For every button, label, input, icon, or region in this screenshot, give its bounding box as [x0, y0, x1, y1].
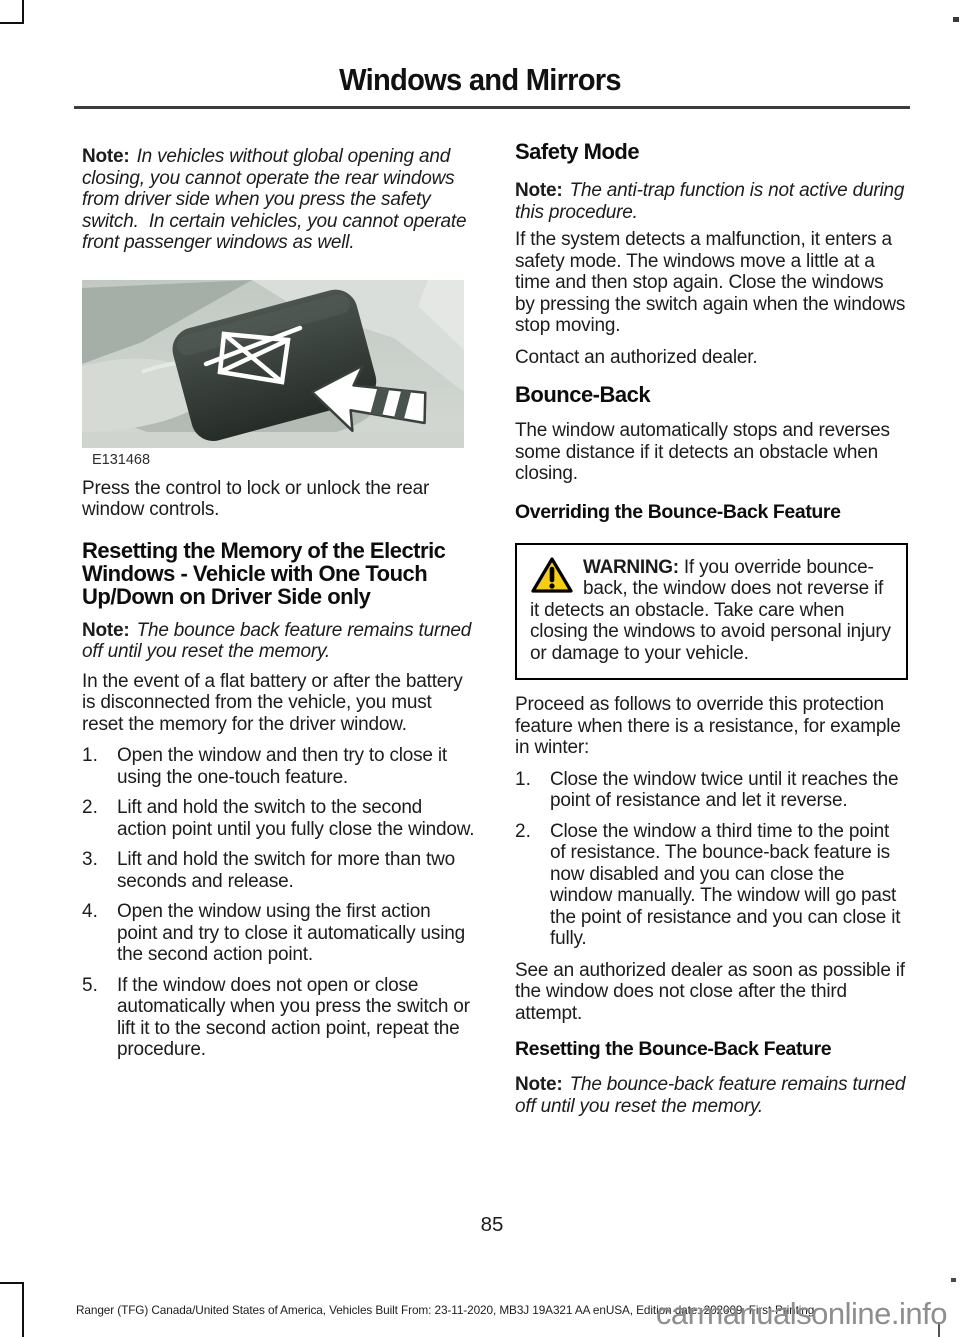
- note-label: Note:: [82, 146, 130, 167]
- crop-mark-top-left: [0, 0, 24, 24]
- left-column: [82, 138, 475, 1061]
- list-number: 5.: [82, 974, 98, 996]
- watermark: carmanualsonline.info: [655, 1296, 947, 1331]
- list-item: 2. Close the window a third time to the point of resistance. The bounce-back feature is now disabled and you can close the window manually. The window will go past the point of resistance and you can close it fully.: [515, 820, 901, 949]
- note-label: Note:: [515, 180, 563, 201]
- para-safety-mode: If the system detects a malfunction, it enters a safety mode. The windows move a little at a time and then stop again. Close the windows by pressing the switch again when the windows stop moving.: [515, 229, 906, 336]
- crop-mark-bottom-left: [0, 1282, 24, 1337]
- crop-tick-top-right: [953, 17, 959, 22]
- warning-label: WARNING:: [583, 556, 679, 578]
- para-bounce-back: The window automatically stops and reverses some distance if it detects an obstacle when closing.: [515, 420, 890, 484]
- warning-box: [515, 543, 908, 681]
- crop-tick-bottom-right: [951, 1278, 956, 1282]
- header-divider: [74, 106, 910, 109]
- list-number: 3.: [82, 849, 98, 870]
- heading-safety-mode: Safety Mode: [515, 139, 640, 164]
- list-item: 3. Lift and hold the switch for more than two seconds and release.: [82, 849, 456, 892]
- page-number: 85: [480, 1213, 504, 1236]
- figure-id-label: E131468: [92, 451, 151, 468]
- note-bounce-back-reset: Note: The bounce-back feature remains turned off until you reset the memory.: [515, 1074, 911, 1117]
- list-item: 1. Open the window and then try to close it using the one-touch feature.: [82, 745, 447, 788]
- heading-bounce-back: Bounce-Back: [515, 382, 651, 407]
- list-item: 2. Lift and hold the switch to the second action point until you fully close the window.: [82, 797, 475, 840]
- list-item: 1. Close the window twice until it reaches the point of resistance and let it reverse.: [515, 768, 899, 811]
- para-flat-battery: In the event of a flat battery or after the battery is disconnected from the vehicle, you must reset the memory for the driver window.: [82, 670, 463, 735]
- list-number: 4.: [82, 901, 98, 922]
- list-item: 4. Open the window using the first action point and try to close it automatically using the second action point.: [82, 901, 465, 965]
- list-number: 1.: [515, 768, 531, 790]
- warning-triangle-icon: [530, 556, 574, 594]
- note-global-opening: Note: In vehicles without global opening and closing, you cannot operate the rear windows from driver side when you press the safety switch. In certain vehicles, you cannot operate front passenger windows as well.: [82, 146, 472, 253]
- right-column: [515, 138, 911, 1117]
- note-label: Note:: [82, 619, 130, 641]
- reset-memory-steps: [82, 745, 475, 1061]
- para-contact-dealer: Contact an authorized dealer.: [515, 346, 758, 368]
- note-anti-trap: Note: The anti-trap function is not active during this procedure.: [515, 180, 910, 223]
- window-lock-switch-figure: [82, 280, 464, 468]
- override-steps: [515, 769, 908, 950]
- warning-text: WARNING: If you override bounce-back, the window does not reverse if it detects an obstacle. Take care when closing the windows to avoid personal injury or damage to your vehicle.: [530, 556, 891, 664]
- page-title: Windows and Mirrors: [339, 62, 621, 97]
- para-proceed: Proceed as follows to override this protection feature when there is a resistance, for example in winter:: [515, 694, 901, 758]
- para-press-control: Press the control to lock or unlock the rear window controls.: [82, 477, 430, 520]
- list-item: 5. If the window does not open or close automatically when you press the switch or lift it to the second action point, repeat the procedure.: [82, 974, 470, 1060]
- list-number: 2.: [515, 820, 531, 842]
- window-lock-switch-photo: [82, 280, 464, 448]
- subheading-resetting: Resetting the Bounce-Back Feature: [515, 1038, 832, 1060]
- list-number: 2.: [82, 797, 98, 818]
- list-number: 1.: [82, 745, 98, 766]
- heading-resetting-memory: Resetting the Memory of the Electric Windows - Vehicle with One Touch Up/Down on Driver Side only: [82, 537, 446, 609]
- note-bounce-back-off: Note: The bounce back feature remains turned off until you reset the memory.: [82, 619, 477, 662]
- note-label: Note:: [515, 1074, 563, 1095]
- print-info-line: Ranger (TFG) Canada/United States of America, Vehicles Built From: 23-11-2020, MB3J 19A321 AA enUSA, Edition date: 202009, First-Printing: [76, 1303, 815, 1317]
- para-see-dealer: See an authorized dealer as soon as possible if the window does not close after the third attempt.: [515, 959, 905, 1024]
- subheading-overriding: Overriding the Bounce-Back Feature: [515, 500, 841, 523]
